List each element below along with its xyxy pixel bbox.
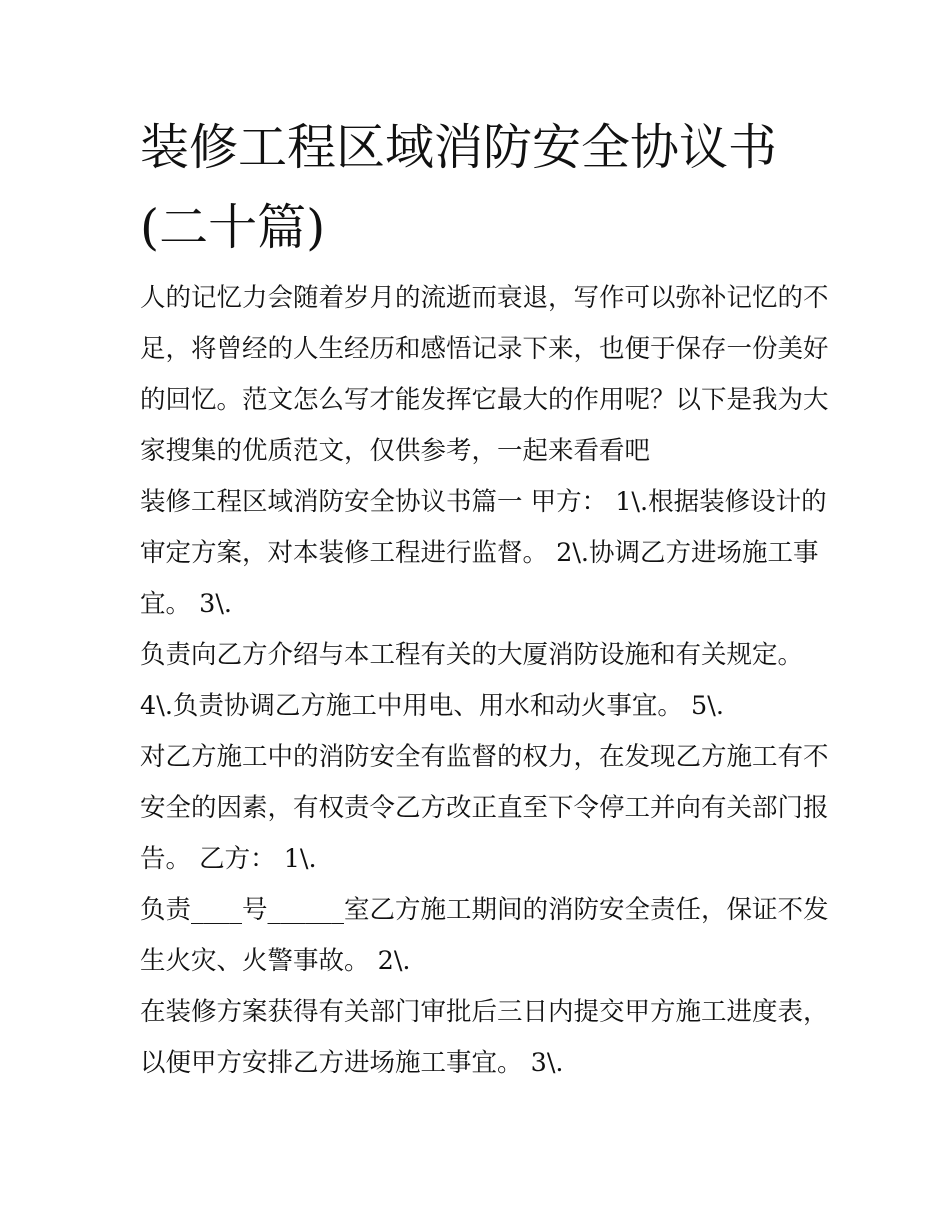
body-line: 安全的因素，有权责令乙方改正直至下令停工并向有关部门报 (140, 793, 829, 823)
body-line: 4\.负责协调乙方施工中用电、用水和动火事宜。 5\. (140, 691, 724, 721)
body-line: 装修工程区域消防安全协议书篇一 甲方： 1\.根据装修设计的 (140, 487, 827, 517)
body-line: 负责向乙方介绍与本工程有关的大厦消防设施和有关规定。 (140, 640, 804, 670)
body-line: 宜。 3\. (140, 589, 233, 619)
body-line: 对乙方施工中的消防安全有监督的权力，在发现乙方施工有不 (140, 742, 829, 772)
body-line: 的回忆。范文怎么写才能发挥它最大的作用呢？以下是我为大 (140, 385, 829, 415)
title-line-1: 装修工程区域消防安全协议书 (140, 119, 778, 176)
body-line: 负责____号______室乙方施工期间的消防安全责任，保证不发 (140, 895, 829, 925)
title-line-2: (二十篇) (140, 199, 326, 256)
document-body (140, 273, 829, 1089)
body-line: 审定方案，对本装修工程进行监督。 2\.协调乙方进场施工事 (140, 538, 819, 568)
body-line: 家搜集的优质范文，仅供参考，一起来看看吧 (140, 436, 651, 466)
document-title (140, 108, 777, 268)
body-line: 人的记忆力会随着岁月的流逝而衰退，写作可以弥补记忆的不 (140, 283, 829, 313)
body-line: 生火灾、火警事故。 2\. (140, 946, 411, 976)
body-line: 告。 乙方： 1\. (140, 844, 317, 874)
body-line: 在装修方案获得有关部门审批后三日内提交甲方施工进度表， (140, 997, 829, 1027)
body-line: 足，将曾经的人生经历和感悟记录下来，也便于保存一份美好 (140, 334, 829, 364)
body-line: 以便甲方安排乙方进场施工事宜。 3\. (140, 1048, 564, 1078)
